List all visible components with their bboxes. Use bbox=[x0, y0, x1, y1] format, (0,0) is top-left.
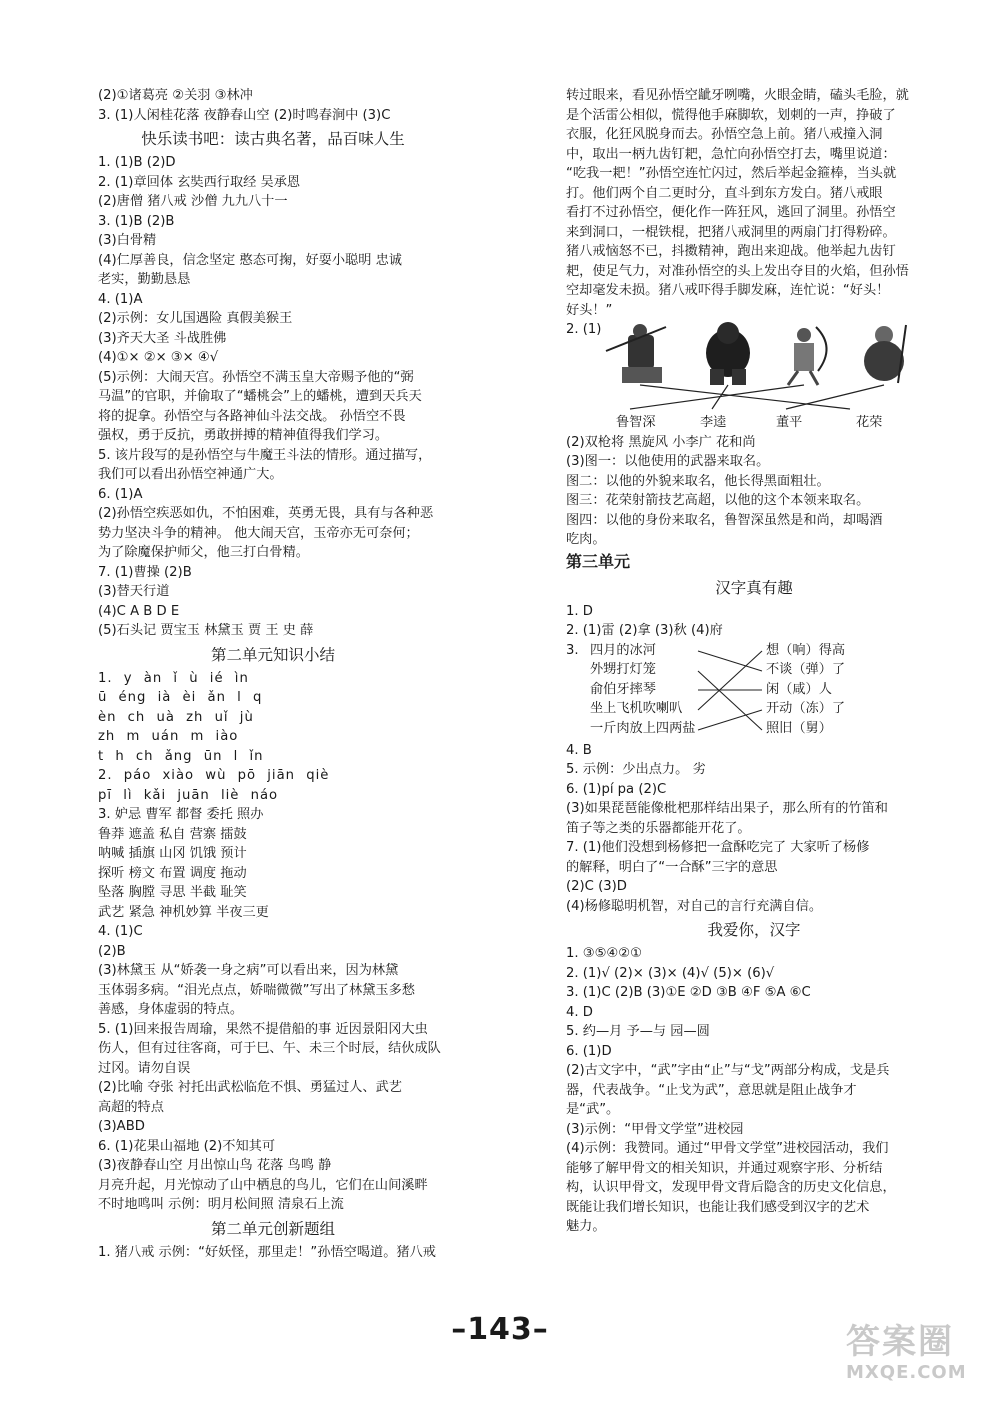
answer-line: 想（响）得高 bbox=[766, 642, 846, 658]
answer-line: (2)双枪将 黑旋风 小李广 花和尚 bbox=[566, 434, 756, 450]
answer-line: 3. 妒忌 曹军 都督 委托 照办 bbox=[98, 807, 264, 822]
answer-line: (5)示例：大闹天宫。孙悟空不满玉皇大帝赐予他的“弼 bbox=[98, 369, 414, 385]
answer-line: 7. (1)曹操 (2)B bbox=[98, 564, 192, 580]
answer-line: pī lì kǎi juān liè náo bbox=[98, 787, 279, 803]
answer-line: (2)①诸葛亮 ②关羽 ③林冲 bbox=[98, 88, 253, 103]
answer-line: 5. 约—月 予—与 园—圆 bbox=[566, 1024, 710, 1039]
section-heading-summary: 第二单元知识小结 bbox=[210, 645, 335, 664]
section-heading-reading: 快乐读书吧：读古典名著，品百味人生 bbox=[141, 130, 405, 148]
answer-line: 不谈（弹）了 bbox=[766, 662, 846, 677]
answer-line: 开动（冻）了 bbox=[766, 701, 846, 716]
answer-line: 器，代表战争。“止戈为武”，意思就是阻止战争才 bbox=[566, 1082, 857, 1098]
answer-line: 照旧（舅） bbox=[766, 720, 832, 736]
answer-line: (4)杨修聪明机智，对自己的言行充满自信。 bbox=[566, 898, 823, 914]
answer-line: èn ch uà zh uǐ jù bbox=[98, 709, 254, 725]
answer-line: 呐喊 插旗 山冈 饥饿 预计 bbox=[98, 846, 247, 861]
watermark-logo bbox=[846, 1322, 986, 1400]
answer-line: 强权，勇于反抗，勇敢拼搏的精神值得我们学习。 bbox=[98, 428, 389, 443]
right-column bbox=[566, 86, 942, 1237]
answer-line: 月亮升起，月光惊动了山中栖息的鸟儿，它们在山间溪畔 bbox=[98, 1177, 428, 1193]
answer-line: (3)夜静春山空 月出惊山鸟 花落 鸟鸣 静 bbox=[98, 1158, 332, 1173]
name-label: 鲁智深 bbox=[616, 414, 656, 430]
answer-line: 5. (1)回来报告周瑜，果然不提借船的事 近因景阳冈大虫 bbox=[98, 1021, 428, 1037]
answer-line: 6. (1)pí pa (2)C bbox=[566, 781, 667, 797]
page-number: –143– bbox=[451, 1312, 549, 1347]
answer-line: (3)图一：以他使用的武器来取名。 bbox=[566, 454, 770, 469]
answer-line: 1. D bbox=[566, 603, 593, 619]
answer-line: 4. B bbox=[566, 742, 592, 758]
answer-line: 2. (1)章回体 玄奘西行取经 吴承恩 bbox=[98, 174, 301, 190]
name-label: 李逵 bbox=[700, 414, 727, 430]
answer-line: 高超的特点 bbox=[98, 1099, 164, 1115]
answer-line: 四月的冰河 bbox=[590, 642, 656, 658]
answer-line: 中，取出一柄九齿钉耙，急忙向孙悟空打去，嘴里说道： bbox=[566, 146, 896, 162]
answer-line: 转过眼来，看见孙悟空龇牙咧嘴，火眼金睛，磕头毛脸，就 bbox=[566, 88, 909, 103]
answer-line: t h ch ǎng ūn l ǐn bbox=[98, 748, 264, 764]
answer-line: 过冈。请勿自误 bbox=[98, 1060, 191, 1076]
answer-block bbox=[566, 741, 942, 917]
answer-line: 的解释，明白了“一合酥”三字的意思 bbox=[566, 859, 778, 875]
answer-line: 鲁莽 遮盖 私自 营寨 擂鼓 bbox=[98, 826, 247, 842]
answer-block bbox=[98, 805, 448, 1215]
section-heading-innovation: 第二单元创新题组 bbox=[210, 1219, 335, 1238]
answer-line: 为了除魔保护师父，他三打白骨精。 bbox=[98, 545, 309, 560]
answer-line: 探听 榜文 布置 调度 拖动 bbox=[98, 865, 247, 881]
portrait-names bbox=[566, 411, 942, 433]
answer-line: 笛子等之类的乐器都能开花了。 bbox=[566, 820, 751, 836]
answer-line: (2)示例：女儿国遇险 真假美猴王 bbox=[98, 311, 293, 326]
answer-line: 3. (1)人闲桂花落 夜静春山空 (2)时鸣春涧中 (3)C bbox=[98, 107, 391, 123]
answer-block bbox=[566, 433, 942, 550]
answer-line: 6. (1)花果山福地 (2)不知其可 bbox=[98, 1138, 276, 1154]
answer-line: (2)B bbox=[98, 943, 126, 959]
answer-line: 图四：以他的身份来取名，鲁智深虽然是和尚，却喝酒 bbox=[566, 512, 883, 528]
answer-line: 马温”的官职，并偷取了“蟠桃会”上的蟠桃，遭到天兵天 bbox=[98, 389, 422, 404]
answer-line: (3)齐天大圣 斗战胜佛 bbox=[98, 330, 227, 346]
answer-line: 玉体弱多病。“泪光点点，娇喘微微”写出了林黛玉多愁 bbox=[98, 982, 415, 998]
idiom-matching bbox=[566, 641, 942, 741]
question-label: 2. (1) bbox=[566, 322, 602, 337]
answer-line: 2. páo xiào wù pō jiān qiè bbox=[98, 768, 330, 783]
portrait-matching bbox=[566, 321, 942, 411]
answer-line: 1. 猪八戒 示例：“好妖怪，那里走！”孙悟空喝道。猪八戒 bbox=[98, 1244, 436, 1260]
answer-line: 图三：花荣射箭技艺高超，以他的这个本领来取名。 bbox=[566, 493, 870, 508]
answer-line: 外甥打灯笼 bbox=[590, 662, 656, 677]
left-column bbox=[98, 86, 448, 1262]
matching-lines bbox=[566, 641, 916, 761]
watermark-text: 答案圈 bbox=[846, 1322, 954, 1362]
answer-line: 魅力。 bbox=[566, 1219, 606, 1234]
answer-line: zh m uán m iào bbox=[98, 729, 239, 744]
answer-line: 我们可以看出孙悟空神通广大。 bbox=[98, 467, 283, 482]
matching-lines bbox=[630, 385, 884, 409]
portrait-figure-4 bbox=[864, 325, 906, 383]
name-label: 花荣 bbox=[856, 414, 883, 430]
answer-line: 图二：以他的外貌来取名，他长得黑面粗壮。 bbox=[566, 473, 830, 489]
answer-line: 构，认识甲骨文，发现甲骨文背后隐含的历史文化信息， bbox=[566, 1180, 896, 1195]
answer-line: 来到洞口，一棍铁棍，把猪八戒洞里的两扇门打得粉碎。 bbox=[566, 224, 896, 240]
question-label: 3. bbox=[566, 642, 579, 658]
pinyin-block bbox=[98, 669, 448, 806]
answer-line: 2. (1)√ (2)× (3)× (4)√ (5)× (6)√ bbox=[566, 965, 775, 981]
answer-line: 4. (1)C bbox=[98, 924, 143, 939]
answer-line: ū éng ià èi ǎn l q bbox=[98, 690, 263, 705]
answer-line: (3)替天行道 bbox=[98, 584, 170, 599]
answer-line: 1. ③⑤④②① bbox=[566, 946, 642, 961]
answer-block bbox=[566, 944, 942, 1237]
answer-line: 4. D bbox=[566, 1004, 593, 1020]
answer-line: 吃肉。 bbox=[566, 532, 606, 547]
answer-block bbox=[566, 602, 942, 641]
portrait-figure-2 bbox=[706, 322, 750, 385]
answer-line: 空却毫发未损。猪八戒吓得手脚发麻，连忙说：“好头！ bbox=[566, 283, 890, 298]
answer-line: 是“武”。 bbox=[566, 1102, 620, 1117]
answer-line: 5. 该片段写的是孙悟空与牛魔王斗法的情形。通过描写， bbox=[98, 447, 432, 463]
answer-line: 是个活雷公相似，慌得他手麻脚软，划刺的一声，挣破了 bbox=[566, 107, 896, 123]
answer-line: 一斤肉放上四两盐 bbox=[590, 720, 696, 736]
watermark-url: MXQE.COM bbox=[846, 1362, 967, 1383]
answer-line: 3. (1)C (2)B (3)①E ②D ③B ④F ⑤A ⑥C bbox=[566, 985, 811, 1000]
answer-line: 5. 示例：少出点力。 劣 bbox=[566, 762, 706, 777]
answer-line: (4)①× ②× ③× ④√ bbox=[98, 350, 219, 365]
answer-line: (3)示例：“甲骨文学堂”进校园 bbox=[566, 1121, 744, 1137]
answer-line: (4)示例：我赞同。通过“甲骨文学堂”进校园活动，我们 bbox=[566, 1141, 889, 1156]
answer-line: (3)白骨精 bbox=[98, 233, 157, 248]
answer-line: 耙，使足气力，对准孙悟空的头上发出夺目的火焰，但孙悟 bbox=[566, 263, 909, 279]
answer-line: 武艺 紧急 神机妙算 半夜三更 bbox=[98, 904, 269, 920]
answer-line: (4)仁厚善良，信念坚定 憨态可掬，好耍小聪明 忠诚 bbox=[98, 252, 402, 268]
section-heading-fun: 汉字真有趣 bbox=[715, 578, 793, 597]
answer-line: 既能让我们增长知识，也能让我们感受到汉字的艺术 bbox=[566, 1199, 870, 1215]
answer-line: 4. (1)A bbox=[98, 291, 143, 307]
answer-line: (5)石头记 贾宝玉 林黛玉 贾 王 史 薛 bbox=[98, 623, 314, 638]
section-heading-love: 我爱你，汉字 bbox=[707, 921, 801, 939]
answer-line: 坠落 胸膛 寻思 半截 耻笑 bbox=[98, 885, 247, 900]
answer-block bbox=[98, 1243, 448, 1263]
answer-line: (2)孙悟空疾恶如仇，不怕困难，英勇无畏，具有与各种恶 bbox=[98, 506, 434, 521]
answer-line: 3. (1)B (2)B bbox=[98, 213, 175, 229]
answer-line: 1. y àn ǐ ù ié ìn bbox=[98, 670, 249, 686]
answer-line: 1. (1)B (2)D bbox=[98, 155, 176, 170]
answer-line: 2. (1)雷 (2)拿 (3)秋 (4)府 bbox=[566, 623, 723, 638]
answer-line: (2)比喻 夺张 衬托出武松临危不惧、勇猛过人、武艺 bbox=[98, 1080, 402, 1095]
unit-three-heading: 第三单元 bbox=[566, 551, 631, 571]
portrait-figure-3 bbox=[788, 327, 827, 385]
answer-line: 老实，勤勤恳恳 bbox=[98, 272, 191, 287]
answer-line: 善感，身体虚弱的特点。 bbox=[98, 1002, 244, 1017]
answer-line: (4)C A B D E bbox=[98, 603, 180, 619]
answer-line: (3)林黛玉 从“娇袭一身之病”可以看出来，因为林黛 bbox=[98, 963, 399, 978]
answer-line: (2)古文字中，“武”字由“止”与“戈”两部分构成，戈是兵 bbox=[566, 1063, 890, 1078]
answer-line: 衣服，化狂风脱身而去。孙悟空急上前。猪八戒撞入洞 bbox=[566, 127, 883, 142]
answer-line: 势力坚决斗争的精神。 他大闹天宫，玉帝亦无可奈何； bbox=[98, 525, 419, 541]
answer-line: 俞伯牙摔琴 bbox=[590, 681, 656, 697]
answer-block bbox=[566, 86, 942, 320]
answer-line: 能够了解甲骨文的相关知识，并通过观察字形、分析结 bbox=[566, 1160, 883, 1176]
answer-line: (2)唐僧 猪八戒 沙僧 九九八十一 bbox=[98, 194, 288, 209]
answer-line: “吃我一耙！”孙悟空连忙闪过，然后举起金箍棒，当头就 bbox=[566, 166, 897, 181]
answer-line: 6. (1)D bbox=[566, 1043, 612, 1059]
portrait-figure-1 bbox=[606, 324, 666, 383]
answer-line: 不时地鸣叫 示例：明月松间照 清泉石上流 bbox=[98, 1197, 344, 1212]
answer-block bbox=[98, 153, 448, 641]
answer-line: 闲（咸）人 bbox=[766, 681, 832, 697]
answer-line: 将的捉拿。孙悟空与各路神仙斗法交战。 孙悟空不畏 bbox=[98, 408, 406, 424]
answer-line: 坐上飞机吹喇叭 bbox=[590, 701, 683, 716]
answer-line: 打。他们两个自二更时分，直斗到东方发白。猪八戒眼 bbox=[566, 185, 883, 201]
answer-line: 伤人，但有过往客商，可于巳、午、未三个时辰，结伙成队 bbox=[98, 1041, 441, 1056]
answer-line: 好头！” bbox=[566, 302, 613, 318]
answer-line: (3)如果琵琶能像枇杷那样结出果子，那么所有的竹笛和 bbox=[566, 801, 888, 816]
answer-line: 猪八戒恼怒不已，抖擞精神，跑出来迎战。他举起九齿钉 bbox=[566, 244, 896, 259]
answer-line: 7. (1)他们没想到杨修把一盒酥吃完了 大家听了杨修 bbox=[566, 840, 870, 855]
answer-line: 看打不过孙悟空，便化作一阵狂风，逃回了洞里。孙悟空 bbox=[566, 205, 896, 220]
answer-line: (2)C (3)D bbox=[566, 879, 627, 894]
answer-line: (3)ABD bbox=[98, 1119, 145, 1134]
portrait-illustrations bbox=[566, 321, 942, 413]
answer-line: 6. (1)A bbox=[98, 486, 143, 502]
name-label: 董平 bbox=[776, 414, 803, 430]
